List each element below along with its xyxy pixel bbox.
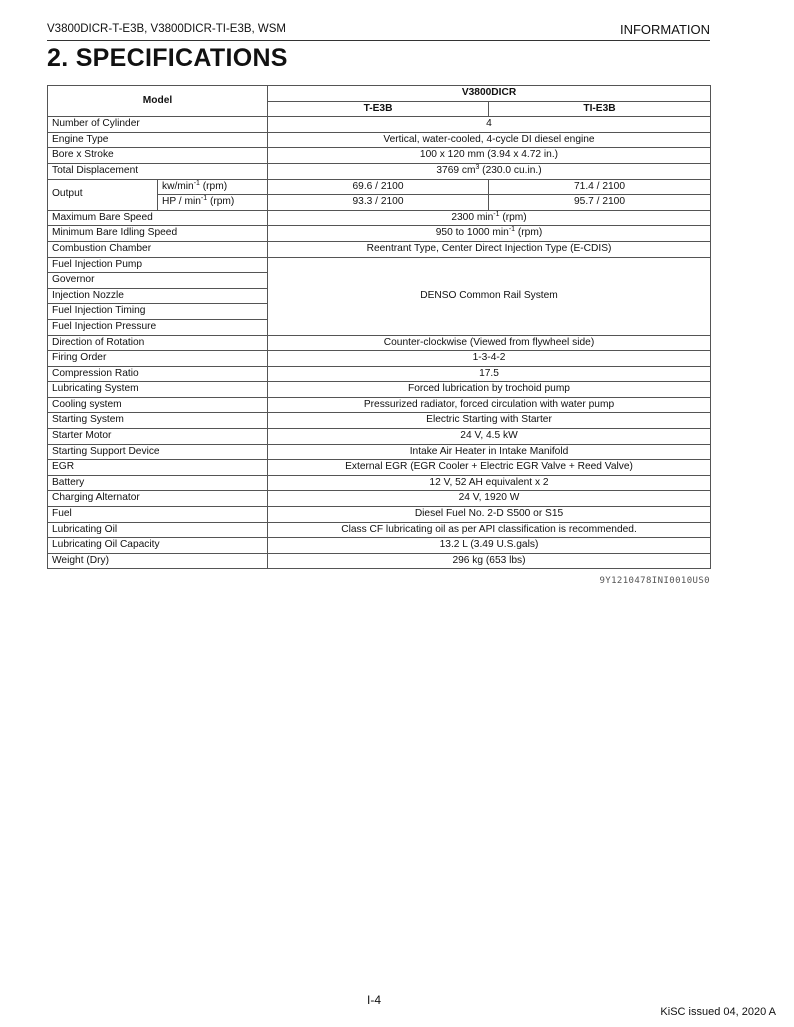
table-row: [48, 413, 711, 429]
row-label: Number of Cylinder: [48, 117, 268, 133]
row-value: Class CF lubricating oil as per API classification is recommended.: [268, 522, 711, 538]
table-row: [48, 148, 711, 164]
row-value: 13.2 L (3.49 U.S.gals): [268, 538, 711, 554]
row-label: Total Displacement: [48, 163, 268, 179]
table-row: [48, 507, 711, 523]
row-label: EGR: [48, 460, 268, 476]
row-value: External EGR (EGR Cooler + Electric EGR Valve + Reed Valve): [268, 460, 711, 476]
row-label: Weight (Dry): [48, 553, 268, 569]
output-hp-t-e3b: 93.3 / 2100: [268, 195, 489, 211]
row-value: Pressurized radiator, forced circulation with water pump: [268, 397, 711, 413]
row-label: Starting System: [48, 413, 268, 429]
row-value: 12 V, 52 AH equivalent x 2: [268, 475, 711, 491]
output-kw-t-e3b: 69.6 / 2100: [268, 179, 489, 195]
table-row: [48, 117, 711, 133]
row-value: 24 V, 4.5 kW: [268, 429, 711, 445]
table-row: [48, 210, 711, 226]
row-label: Output: [48, 179, 158, 210]
row-label: Charging Alternator: [48, 491, 268, 507]
document-code: 9Y1210478INI0010US0: [599, 576, 710, 586]
output-kw-ti-e3b: 71.4 / 2100: [489, 179, 711, 195]
table-row: [48, 491, 711, 507]
table-row: [48, 553, 711, 569]
row-value: 17.5: [268, 366, 711, 382]
row-label: Cooling system: [48, 397, 268, 413]
fuel-system-value: DENSO Common Rail System: [268, 257, 711, 335]
table-row: [48, 538, 711, 554]
table-row: [48, 163, 711, 179]
row-label: Injection Nozzle: [48, 288, 268, 304]
table-row: [48, 366, 711, 382]
row-value: Vertical, water-cooled, 4-cycle DI diesel engine: [268, 132, 711, 148]
row-label: Engine Type: [48, 132, 268, 148]
row-value: Diesel Fuel No. 2-D S500 or S15: [268, 507, 711, 523]
row-label: Combustion Chamber: [48, 241, 268, 257]
row-label: Fuel: [48, 507, 268, 523]
row-label: Lubricating Oil Capacity: [48, 538, 268, 554]
table-row: [48, 460, 711, 476]
row-label: Direction of Rotation: [48, 335, 268, 351]
row-label: Fuel Injection Pressure: [48, 319, 268, 335]
header-document-title: V3800DICR-T-E3B, V3800DICR-TI-E3B, WSM: [47, 23, 287, 35]
row-label: Firing Order: [48, 351, 268, 367]
table-row: [48, 226, 711, 242]
row-value: 950 to 1000 $\min^{-1} (rpm)$: [268, 226, 711, 242]
table-row: [48, 86, 711, 102]
row-label: Bore x Stroke: [48, 148, 268, 164]
table-row: [48, 475, 711, 491]
row-value: Forced lubrication by trochoid pump: [268, 382, 711, 398]
row-value: 3769 $cm^3$ (230.0 cu.in.): [268, 163, 711, 179]
output-hp-ti-e3b: 95.7 / 2100: [489, 195, 711, 211]
header-section-name: INFORMATION: [619, 22, 710, 37]
issue-note: KiSC issued 04, 2020 A: [660, 1006, 776, 1018]
row-value: 2300 $\min^{-1} (rpm)$: [268, 210, 711, 226]
output-unit-hp: HP / $\min^{-1} (rpm)$: [158, 195, 268, 211]
row-value: 296 kg (653 lbs): [268, 553, 711, 569]
row-label: Minimum Bare Idling Speed: [48, 226, 268, 242]
specifications-table: [47, 85, 711, 569]
row-label: Governor: [48, 273, 268, 289]
row-value: 100 x 120 mm (3.94 x 4.72 in.): [268, 148, 711, 164]
row-value: 4: [268, 117, 711, 133]
table-row: [48, 351, 711, 367]
row-label: Lubricating Oil: [48, 522, 268, 538]
table-row: [48, 335, 711, 351]
table-row: [48, 429, 711, 445]
variant-header-t-e3b: T-E3B: [268, 101, 489, 117]
row-value: Reentrant Type, Center Direct Injection Type (E-CDIS): [268, 241, 711, 257]
row-label: Lubricating System: [48, 382, 268, 398]
table-row: [48, 257, 711, 273]
table-row: [48, 382, 711, 398]
model-header: Model: [48, 86, 268, 117]
row-label: Starter Motor: [48, 429, 268, 445]
row-value: Electric Starting with Starter: [268, 413, 711, 429]
page-number: I-4: [367, 993, 382, 1007]
model-name-header: V3800DICR: [268, 86, 711, 102]
page-title: 2. SPECIFICATIONS: [47, 44, 288, 72]
table-row: [48, 132, 711, 148]
row-value: 1-3-4-2: [268, 351, 711, 367]
row-value: 24 V, 1920 W: [268, 491, 711, 507]
row-value: Counter-clockwise (Viewed from flywheel side): [268, 335, 711, 351]
row-label: Fuel Injection Timing: [48, 304, 268, 320]
table-row: [48, 241, 711, 257]
row-label: Battery: [48, 475, 268, 491]
row-label: Compression Ratio: [48, 366, 268, 382]
output-unit-kw: $kw/\min^{-1}$ (rpm): [158, 179, 268, 195]
table-row: [48, 522, 711, 538]
row-label: Fuel Injection Pump: [48, 257, 268, 273]
table-row: [48, 179, 711, 195]
header-divider: [47, 40, 710, 41]
variant-header-ti-e3b: TI-E3B: [489, 101, 711, 117]
table-row: [48, 444, 711, 460]
row-value: Intake Air Heater in Intake Manifold: [268, 444, 711, 460]
row-label: Maximum Bare Speed: [48, 210, 268, 226]
table-row: [48, 397, 711, 413]
row-label: Starting Support Device: [48, 444, 268, 460]
